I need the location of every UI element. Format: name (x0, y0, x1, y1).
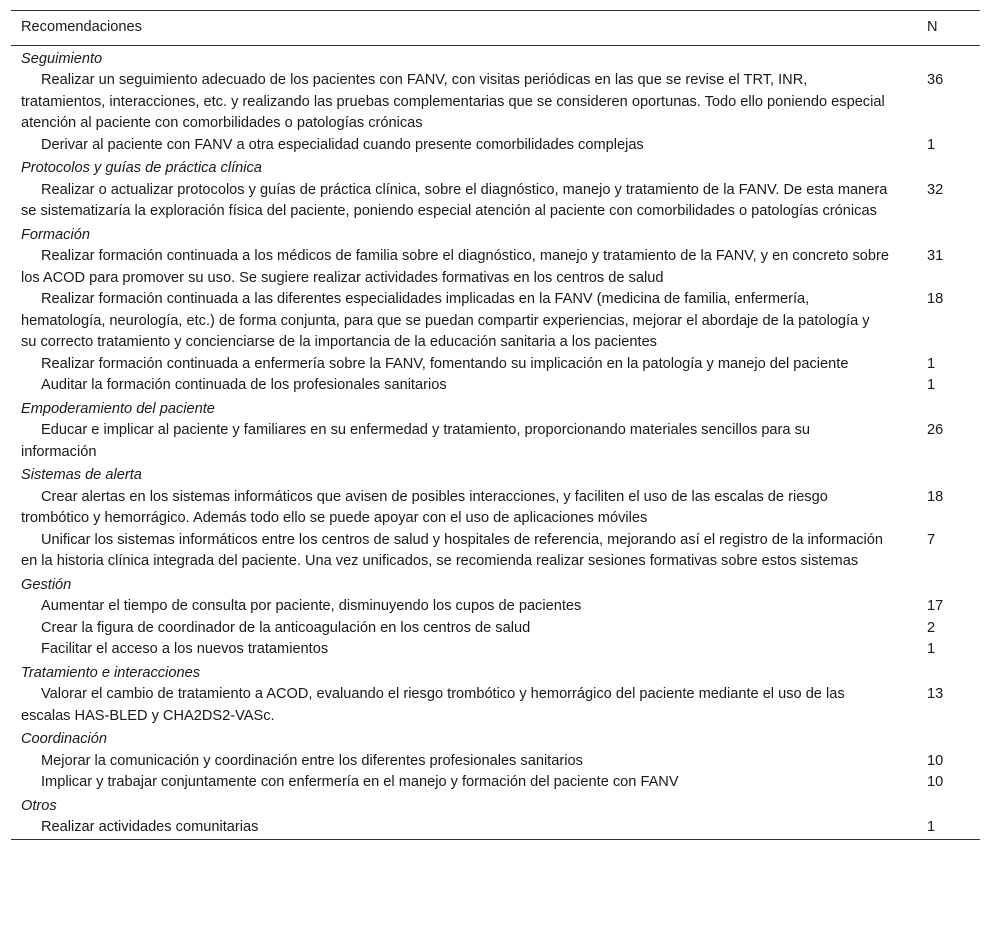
table-row (11, 289, 980, 354)
category-label: Protocolos y guías de práctica clínica (21, 160, 262, 176)
recommendation-count: 10 (927, 752, 944, 769)
table-row (11, 375, 980, 397)
recommendation-text: Implicar y trabajar conjuntamente con enfermería en el manejo y formación del paciente con FANV (41, 774, 679, 790)
recommendation-count: 26 (927, 422, 944, 438)
recommendation-text: Facilitar el acceso a los nuevos tratamientos (41, 641, 329, 657)
table-row (11, 135, 980, 157)
recommendation-text: Unificar los sistemas informáticos entre los centros de salud y hospitales de referencia, mejorando así el registro de la información en la historia clínica integrada del paciente. Una vez unificados, se recomienda realizar sesiones formativas sobre estos sistemas (21, 531, 883, 569)
recommendation-text: Realizar o actualizar protocolos y guías de práctica clínica, sobre el diagnóstico, manejo y tratamiento de la FANV. De esta manera se sistematizaría la exploración física del paciente, poniendo especial atención al paciente con comorbilidades o patologías crónicas (21, 181, 888, 219)
table-row (11, 817, 980, 839)
recommendation-text: Auditar la formación continuada de los profesionales sanitarios (41, 377, 447, 393)
recommendation-text: Realizar actividades comunitarias (41, 819, 259, 835)
recommendation-count: 18 (927, 488, 944, 505)
category-row (11, 794, 980, 818)
recommendation-count: 1 (927, 355, 936, 372)
recommendation-text: Crear la figura de coordinador de la anticoagulación en los centros de salud (41, 619, 531, 636)
recommendation-count: 17 (927, 598, 944, 614)
recommendation-text: Crear alertas en los sistemas informáticos que avisen de posibles interacciones, y faciliten el uso de las escalas de riesgo trombótico y hemorrágico. Además todo ello se puede apoyar con el uso de aplicaciones móviles (21, 488, 828, 526)
recommendations-table (11, 10, 980, 840)
table-row (11, 246, 980, 289)
category-label: Formación (21, 226, 90, 243)
recommendation-count: 1 (927, 819, 936, 835)
table-row (11, 487, 980, 530)
recommendation-text: Mejorar la comunicación y coordinación entre los diferentes profesionales sanitarios (41, 752, 583, 769)
recommendation-text: Realizar formación continuada a los médicos de familia sobre el diagnóstico, manejo y tratamiento de la FANV, y en concreto sobre los ACOD para promover su uso. Se sugiere realizar actividades formativas en los centros de salud (21, 248, 889, 286)
table-row (11, 772, 980, 794)
table-row (11, 684, 980, 727)
table-row (11, 751, 980, 773)
category-label: Coordinación (21, 731, 107, 747)
category-label: Empoderamiento del paciente (21, 400, 215, 417)
recommendation-count: 31 (927, 248, 944, 264)
category-row (11, 45, 980, 70)
recommendation-count: 1 (927, 377, 936, 393)
table-row (11, 530, 980, 573)
category-label: Otros (21, 797, 57, 814)
category-label: Sistemas de alerta (21, 467, 142, 483)
recommendation-count: 2 (927, 619, 936, 636)
table-row (11, 180, 980, 223)
category-row (11, 156, 980, 180)
header-recommendations: Recomendaciones (21, 19, 142, 35)
recommendation-text: Valorar el cambio de tratamiento a ACOD, evaluando el riesgo trombótico y hemorrágico del paciente mediante el uso de las escalas HAS-BLED y CHA2DS2-VASc. (21, 686, 845, 724)
table-row (11, 70, 980, 135)
recommendation-count: 10 (927, 774, 944, 790)
recommendation-count: 1 (927, 641, 936, 657)
recommendation-text: Realizar un seguimiento adecuado de los pacientes con FANV, con visitas periódicas en las que se revise el TRT, INR, tratamientos, interacciones, etc. y realizando las pruebas complementarias que se consideren oportunas. Todo ello poniendo especial atención al paciente con comorbilidades o patologías crónicas (21, 72, 885, 131)
recommendation-text: Educar e implicar al paciente y familiares en su enfermedad y tratamiento, proporcionando materiales sencillos para su información (21, 422, 810, 460)
category-row (11, 463, 980, 487)
recommendation-text: Aumentar el tiempo de consulta por paciente, disminuyendo los cupos de pacientes (41, 598, 582, 614)
category-label: Seguimiento (21, 50, 103, 67)
table-row (11, 618, 980, 640)
category-label: Gestión (21, 576, 72, 593)
category-row (11, 223, 980, 247)
table-row (11, 420, 980, 463)
recommendation-text: Realizar formación continuada a enfermería sobre la FANV, fomentando su implicación en la patología y manejo del paciente (41, 355, 849, 372)
recommendation-count: 32 (927, 181, 944, 198)
header-n: N (927, 19, 938, 35)
category-row (11, 573, 980, 597)
recommendation-count: 13 (927, 686, 944, 702)
recommendation-count: 7 (927, 531, 936, 548)
table-row (11, 354, 980, 376)
category-row (11, 661, 980, 685)
recommendation-text: Realizar formación continuada a las diferentes especialidades implicadas en la FANV (medicina de familia, enfermería, hematología, neurología, etc.) de forma conjunta, para que se puedan compartir experiencias, mejorar el abordaje de la patología y su correcto tratamiento y concienciarse de la importancia de la educación sanitaria a los pacientes (21, 291, 870, 350)
recommendation-count: 18 (927, 291, 944, 307)
recommendations-table-container (11, 10, 980, 840)
table-body (11, 45, 980, 839)
category-label: Tratamiento e interacciones (21, 664, 200, 681)
category-row (11, 397, 980, 421)
recommendation-text: Derivar al paciente con FANV a otra especialidad cuando presente comorbilidades complejas (41, 136, 644, 153)
table-header-row (11, 11, 980, 46)
recommendation-count: 1 (927, 136, 936, 153)
table-row (11, 639, 980, 661)
recommendation-count: 36 (927, 72, 944, 88)
table-row (11, 596, 980, 618)
category-row (11, 727, 980, 751)
